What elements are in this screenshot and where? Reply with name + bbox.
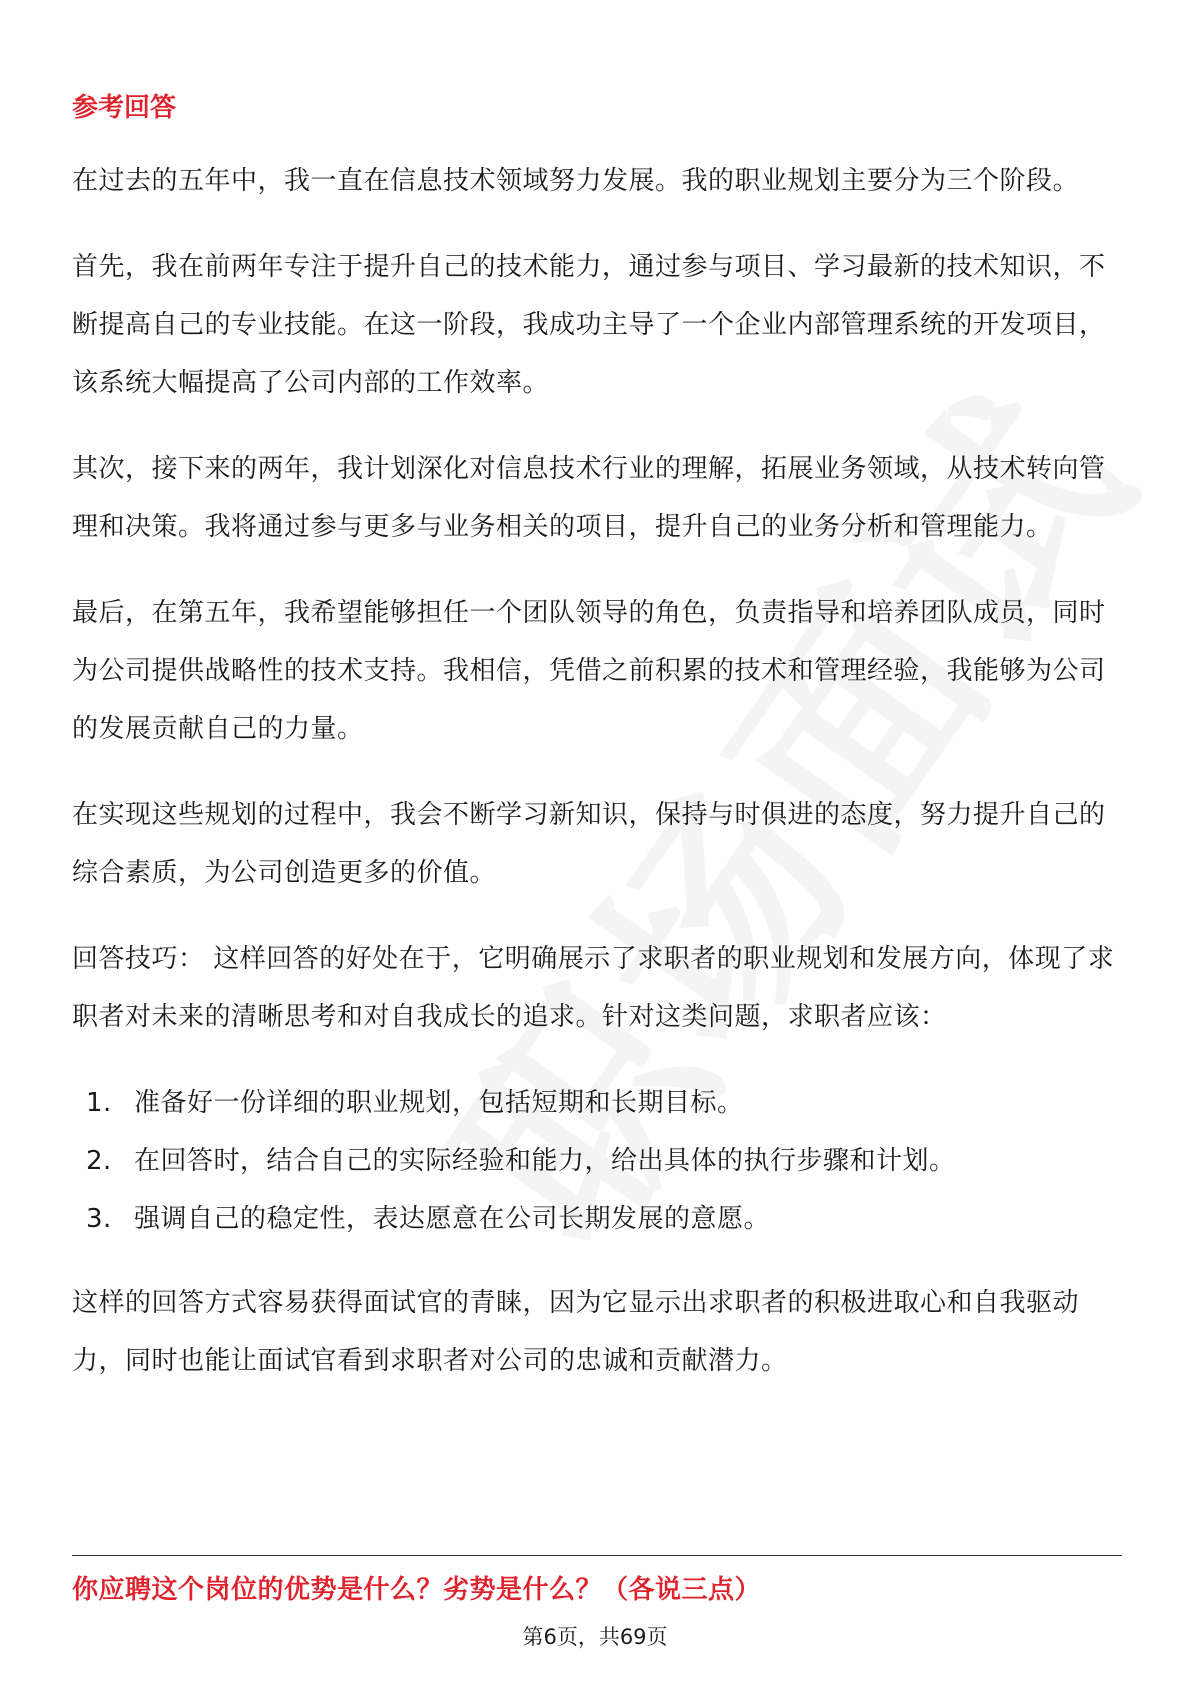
next-question-heading: 你应聘这个岗位的优势是什么？劣势是什么？（各说三点） bbox=[72, 1575, 762, 1605]
answer-content bbox=[72, 88, 1122, 1418]
closing-paragraph: 这样的回答方式容易获得面试官的青睐，因为它显示出求职者的积极进取心和自我驱动力，同时也能让面试官看到求职者对公司的忠诚和贡献潜力。 bbox=[72, 1288, 1080, 1376]
tips-list bbox=[72, 1074, 1122, 1248]
list-item bbox=[72, 1190, 1122, 1248]
list-item bbox=[72, 1132, 1122, 1190]
page-number-footer: 第6页，共69页 bbox=[522, 1625, 668, 1649]
list-item-text: 准备好一份详细的职业规划，包括短期和长期目标。 bbox=[134, 1088, 744, 1118]
answer-paragraph-5: 在实现这些规划的过程中，我会不断学习新知识，保持与时俱进的态度，努力提升自己的综合素质，为公司创造更多的价值。 bbox=[72, 800, 1106, 888]
list-item-number: 2. bbox=[86, 1146, 112, 1176]
list-item-number: 1. bbox=[86, 1088, 112, 1118]
tips-intro: 回答技巧： 这样回答的好处在于，它明确展示了求职者的职业规划和发展方向，体现了求职者对未来的清晰思考和对自我成长的追求。针对这类问题，求职者应该： bbox=[72, 944, 1115, 1032]
section-title: 参考回答 bbox=[72, 93, 177, 123]
answer-paragraph-2: 首先，我在前两年专注于提升自己的技术能力，通过参与项目、学习最新的技术知识，不断提高自己的专业技能。在这一阶段，我成功主导了一个企业内部管理系统的开发项目，该系统大幅提高了公司内部的工作效率。 bbox=[72, 252, 1106, 398]
list-item-number: 3. bbox=[86, 1204, 112, 1234]
list-item-text: 在回答时，结合自己的实际经验和能力，给出具体的执行步骤和计划。 bbox=[134, 1146, 956, 1176]
answer-paragraph-1: 在过去的五年中，我一直在信息技术领域努力发展。我的职业规划主要分为三个阶段。 bbox=[72, 166, 1080, 196]
answer-paragraph-3: 其次，接下来的两年，我计划深化对信息技术行业的理解，拓展业务领域，从技术转向管理和决策。我将通过参与更多与业务相关的项目，提升自己的业务分析和管理能力。 bbox=[72, 454, 1106, 542]
list-item-text: 强调自己的稳定性，表达愿意在公司长期发展的意愿。 bbox=[134, 1204, 771, 1234]
list-item bbox=[72, 1074, 1122, 1132]
answer-paragraph-4: 最后，在第五年，我希望能够担任一个团队领导的角色，负责指导和培养团队成员，同时为公司提供战略性的技术支持。我相信，凭借之前积累的技术和管理经验，我能够为公司的发展贡献自己的力量。 bbox=[72, 598, 1106, 744]
section-divider bbox=[72, 1555, 1122, 1556]
